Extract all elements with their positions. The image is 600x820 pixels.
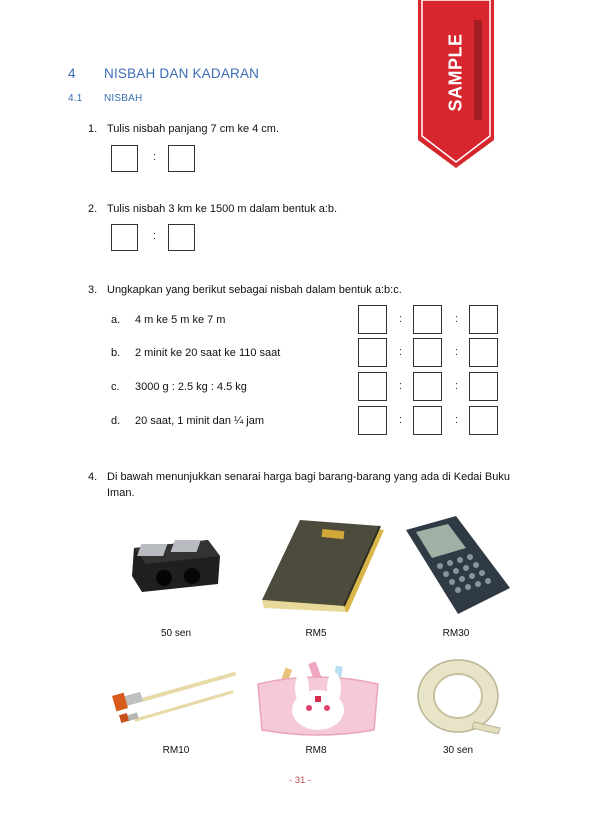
answer-box[interactable] — [168, 145, 195, 172]
page-number: - 31 - — [288, 775, 312, 786]
tape-icon — [414, 656, 504, 734]
answer-box[interactable] — [413, 372, 442, 401]
section-heading — [68, 93, 142, 104]
calculator-icon — [400, 516, 512, 616]
question-number: 2. — [88, 203, 98, 215]
notebook-icon — [262, 520, 386, 616]
q3-item-c: c. 3000 g : 2.5 kg : 4.5 kg — [111, 381, 247, 393]
ratio-colon: : — [399, 313, 403, 325]
pencil-case-icon — [252, 660, 384, 738]
answer-box[interactable] — [111, 224, 138, 251]
question-text: Di bawah menunjukkan senarai harga bagi barang-barang yang ada di Kedai Buku Iman. — [107, 471, 510, 499]
paintbrush-icon — [112, 670, 238, 726]
question-text: Tulis nisbah panjang 7 cm ke 4 cm. — [107, 123, 280, 135]
ratio-colon: : — [399, 380, 403, 392]
question-text: Tulis nisbah 3 km ke 1500 m dalam bentuk a:b. — [107, 203, 338, 215]
answer-box[interactable] — [469, 406, 498, 435]
ratio-colon: : — [455, 380, 459, 392]
ratio-colon: : — [153, 230, 157, 242]
question-4 — [88, 469, 548, 503]
ratio-colon: : — [153, 151, 157, 163]
question-number: 1. — [88, 123, 98, 135]
ratio-colon: : — [399, 346, 403, 358]
answer-box[interactable] — [358, 305, 387, 334]
answer-box[interactable] — [111, 145, 138, 172]
question-2 — [88, 201, 548, 217]
answer-box[interactable] — [358, 372, 387, 401]
ratio-colon: : — [455, 346, 459, 358]
ratio-colon: : — [399, 414, 403, 426]
sharpener-icon — [128, 526, 222, 596]
answer-box[interactable] — [413, 338, 442, 367]
item-price: RM5 — [305, 628, 327, 639]
ratio-colon: : — [455, 313, 459, 325]
question-1 — [88, 121, 548, 137]
chapter-heading — [68, 66, 259, 81]
answer-box[interactable] — [358, 406, 387, 435]
item-price: RM8 — [305, 745, 327, 756]
answer-box[interactable] — [469, 338, 498, 367]
answer-box[interactable] — [413, 305, 442, 334]
ratio-colon: : — [455, 414, 459, 426]
question-number: 3. — [88, 284, 98, 296]
answer-box[interactable] — [413, 406, 442, 435]
item-price: RM10 — [162, 745, 190, 756]
q3-item-d: d. 20 saat, 1 minit dan ¼ jam — [111, 415, 265, 427]
watermark-text: SAMPLE — [445, 33, 466, 112]
answer-box[interactable] — [168, 224, 195, 251]
item-price: 50 sen — [160, 628, 192, 639]
question-text: Ungkapkan yang berikut sebagai nisbah dalam bentuk a:b:c. — [107, 284, 402, 296]
section-title: NISBAH — [104, 93, 143, 104]
answer-box[interactable] — [469, 372, 498, 401]
chapter-title: NISBAH DAN KADARAN — [104, 66, 260, 81]
question-number: 4. — [88, 471, 98, 483]
q3-item-b: b. 2 minit ke 20 saat ke 110 saat — [111, 347, 281, 359]
chapter-number: 4 — [68, 66, 76, 81]
answer-box[interactable] — [358, 338, 387, 367]
question-3 — [88, 282, 548, 298]
section-number: 4.1 — [68, 93, 83, 104]
answer-box[interactable] — [469, 305, 498, 334]
item-price: RM30 — [442, 628, 470, 639]
q3-item-a: a. 4 m ke 5 m ke 7 m — [111, 314, 226, 326]
item-price: 30 sen — [442, 745, 474, 756]
